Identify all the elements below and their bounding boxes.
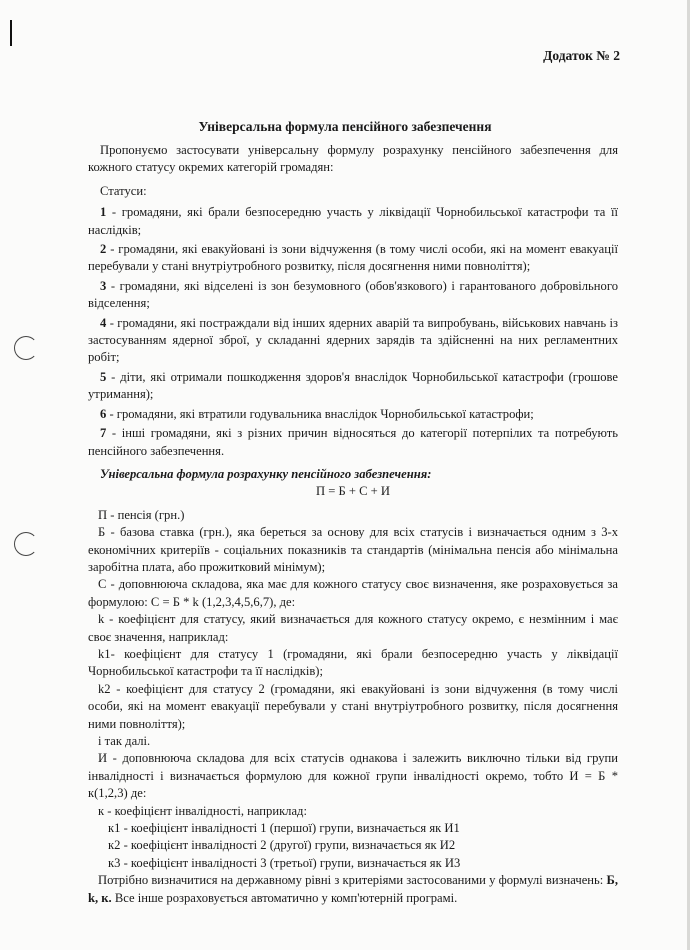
status-number: 5 bbox=[100, 369, 107, 384]
status-item bbox=[88, 425, 618, 460]
definition-c: С - доповнююча складова, яка має для кожного статусу своє визначення, яке розраховується за формулою: С = Б * k (1,2,3,4,5,6,7), де: bbox=[88, 577, 618, 609]
status-number: 6 bbox=[100, 406, 107, 421]
definition-kd1: к1 - коефіцієнт інвалідності 1 (першої) групи, визначається як И1 bbox=[108, 821, 460, 836]
definition-kd3: к3 - коефіцієнт інвалідності 3 (третьої) групи, визначається як И3 bbox=[108, 855, 461, 870]
status-item bbox=[88, 406, 618, 423]
scan-mark bbox=[10, 20, 12, 46]
document-title: Універсальна формула пенсійного забезпечення bbox=[198, 119, 492, 134]
status-text: - громадяни, які брали безпосередню участь у ліквідації Чорнобильської катастрофи та її наслідків; bbox=[88, 205, 618, 237]
definition-i: И - доповнююча складова для всіх статусів однакова і залежить виключно тільки від групи інвалідності і визначається формулою для кожної групи інвалідності окремо, тобто И = Б * к(1,2,3) де: bbox=[88, 751, 618, 801]
intro-paragraph: Пропонуємо застосувати універсальну формулу розрахунку пенсійного забезпечення для кожного статусу окремих категорій громадян: bbox=[88, 143, 618, 175]
status-text: - громадяни, які втратили годувальника внаслідок Чорнобильської катастрофи; bbox=[106, 406, 534, 421]
closing-bold: Б, k, к. bbox=[88, 873, 618, 905]
formula: П = Б + С + И bbox=[315, 484, 391, 499]
status-item bbox=[88, 278, 618, 313]
status-number: 4 bbox=[100, 315, 107, 330]
closing-text: Потрібно визначитися на державному рівні з критеріями застосованими у формулі визначень: bbox=[98, 873, 607, 888]
appendix-number: Додаток № 2 bbox=[543, 48, 620, 63]
status-item bbox=[88, 241, 618, 276]
status-item bbox=[88, 204, 618, 239]
punch-hole bbox=[14, 336, 38, 360]
status-item bbox=[88, 369, 618, 404]
status-item bbox=[88, 315, 618, 367]
closing-paragraph bbox=[88, 872, 618, 907]
status-number: 7 bbox=[100, 426, 107, 441]
definition-p: П - пенсія (грн.) bbox=[98, 507, 185, 522]
definition-kd2: к2 - коефіцієнт інвалідності 2 (другої) групи, визначається як И2 bbox=[108, 838, 456, 853]
status-text: - громадяни, які постраждали від інших ядерних аварій та випробувань, військових навчань із застосуванням ядерної зброї, у складанні ядерних зарядів та здійсненні на них регламентних робіт; bbox=[88, 315, 618, 365]
status-number: 1 bbox=[100, 205, 107, 220]
statuses-label: Статуси: bbox=[100, 183, 147, 198]
status-number: 2 bbox=[100, 242, 107, 257]
definition-k: k - коефіцієнт для статусу, який визначається для кожного статусу окремо, є незмінним і має своє значення, наприклад: bbox=[88, 612, 618, 644]
closing-tail: Все інше розраховується автоматично у комп'ютерній програмі. bbox=[111, 890, 458, 905]
punch-hole bbox=[14, 532, 38, 556]
definition-etc: і так далі. bbox=[98, 734, 151, 748]
status-text: - громадяни, які евакуйовані із зони відчуження (в тому числі особи, які на момент евакуації перебували у стані внутріутробного розвитку, після досягнення ними повноліття); bbox=[88, 242, 618, 274]
definition-k2: k2 - коефіцієнт для статусу 2 (громадяни, які евакуйовані із зони відчуження (в тому числі особи, які на момент евакуації перебували у стані внутріутробного розвитку, після досягнення ними повноліття); bbox=[88, 681, 618, 731]
formula-title: Універсальна формула розрахунку пенсійного забезпечення: bbox=[100, 466, 432, 481]
document-body bbox=[88, 142, 618, 907]
definition-k1: k1- коефіцієнт для статусу 1 (громадяни, які брали безпосередню участь у ліквідації Чорнобильської катастрофи та її наслідків); bbox=[88, 646, 618, 679]
status-text: - інші громадяни, які з різних причин відносяться до категорії потерпілих та потребують пенсійного забезпечення. bbox=[88, 426, 618, 458]
definition-b: Б - базова ставка (грн.), яка береться за основу для всіх статусів і визначається одним з 3-х економічних критеріїв - соціальних показників та стандартів (мінімальна пенсія або мінімальна заробітна плата, або прожитковий мінімум); bbox=[88, 525, 618, 574]
status-text: - громадяни, які відселені із зон безумовного (обов'язкового) і гарантованого добровільного відселення; bbox=[88, 278, 618, 311]
status-text: - діти, які отримали пошкодження здоров'я внаслідок Чорнобильської катастрофи (грошове утримання); bbox=[88, 369, 618, 402]
definition-kdis: к - коефіцієнт інвалідності, наприклад: bbox=[98, 803, 307, 818]
status-number: 3 bbox=[100, 278, 107, 293]
